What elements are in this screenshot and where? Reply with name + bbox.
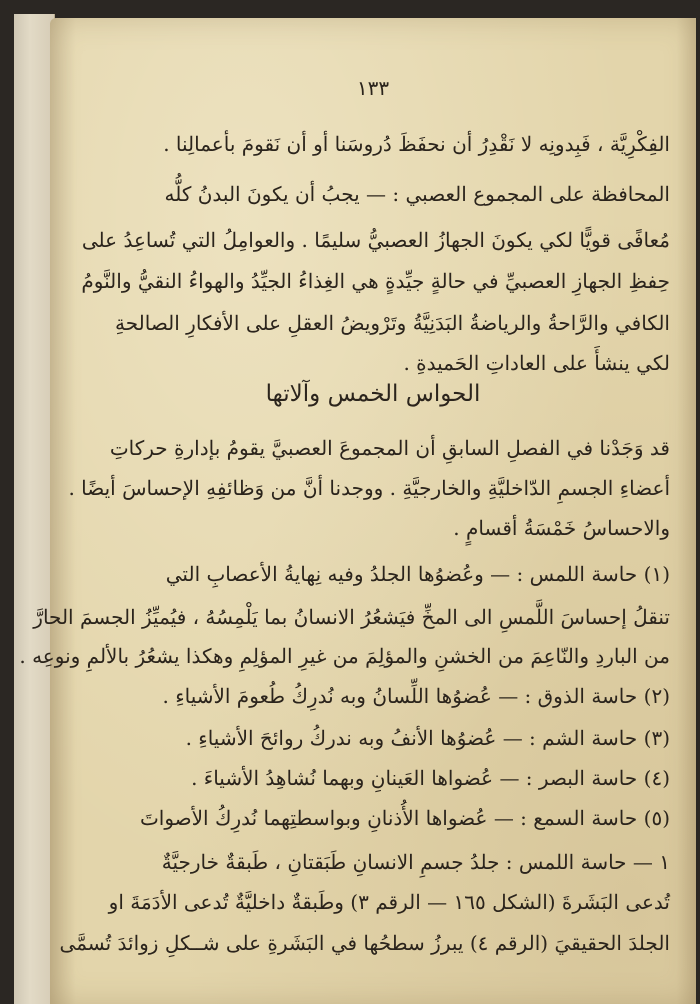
touch-continuation-line-1: تنقلُ إحساسَ اللَّمسِ الى المخِّ فيَشعُرُ الانسانُ بما يَلْمِسُهُ ، فيُميِّزُ الجسمَ الحارَّ <box>33 605 670 629</box>
sense-name: حاسة السمع : — <box>493 806 638 830</box>
sense-text: عُضواها الأُذنانِ وبواسطتِهما نُدرِكُ الأصواتَ <box>139 806 488 830</box>
paragraph-4-line-1: ١ — حاسة اللمس : جلدُ جسمِ الانسانِ طَبَقتانِ ، طَبقةٌ خارجيَّةٌ <box>161 850 670 874</box>
sense-item <box>96 768 670 788</box>
sense-number: (٣) <box>643 726 670 750</box>
sense-name: حاسة اللمس : — <box>490 562 638 586</box>
paragraph-3-line-1: قد وَجَدْنا في الفصلِ السابقِ أن المجموعَ العصبيَّ يقومُ بإدارةِ حركاتِ <box>109 436 670 460</box>
sense-item <box>96 808 670 828</box>
sense-text: عُضوُها الأنفُ وبه ندركُ روائحَ الأشياءِ . <box>185 726 497 750</box>
sense-item <box>96 686 670 706</box>
sense-text: وعُضوُها الجلدُ وفيه نِهايةُ الأعصابِ التي <box>165 562 484 586</box>
page-number: ١٣٣ <box>356 76 390 100</box>
paragraph-1-line-1: الفِكْرِيَّة ، فَبِدونِه لا نَقْدِرُ أن نحفَظَ دُروسَنا أو أن نَقومَ بأعمالِنا . <box>163 132 670 156</box>
paragraph-2-line-4: الكافي والرَّاحةُ والرياضةُ البَدَنِيَّةُ وتَرْويضُ العقلِ على الأفكارِ الصالحةِ <box>115 311 670 335</box>
paragraph-2-line-1 <box>96 184 670 204</box>
book-page <box>19 18 696 1004</box>
sense-text: عُضواها العَينانِ وبهما نُشاهِدُ الأشياءَ . <box>191 766 494 790</box>
sense-number: (٢) <box>643 684 670 708</box>
sense-number: (١) <box>643 562 670 586</box>
paragraph-4-line-3: الجلدَ الحقيقيَ (الرقم ٤) يبرزُ سطحُها في البَشَرةِ على شــكلِ زوائدَ تُسمَّى <box>59 931 670 955</box>
sense-name: حاسة الشم : — <box>502 726 638 750</box>
maintenance-heading: المحافظة على المجموع العصبي : — <box>366 182 670 206</box>
paragraph-2-line-3: حِفظِ الجهازِ العصبيِّ في حالةٍ جيِّدةٍ هي الغِذاءُ الجيِّدُ والهواءُ النقيُّ والنَّومُ <box>81 269 670 293</box>
sense-text: عُضوُها اللِّسانُ وبه نُدرِكُ طُعومَ الأشياءِ . <box>162 684 492 708</box>
book-spine <box>14 14 55 1004</box>
touch-continuation-line-2: من الباردِ والنّاعِمَ من الخشنِ والمؤلِمَ من غيرِ المؤلِمِ وهكذا يشعُرُ بالألمِ ونوعِه . <box>19 644 670 668</box>
sense-item <box>96 728 670 748</box>
paragraph-3-line-2: أعضاءِ الجسمِ الدّاخليَّةِ والخارجيَّةِ . ووجدنا أنَّ من وَظائفِهِ الإحساسَ أيضًا . <box>68 476 670 500</box>
sense-name: حاسة البصر : — <box>499 766 638 790</box>
sense-item <box>96 564 670 584</box>
sense-number: (٤) <box>643 766 670 790</box>
paragraph-4-line-2: تُدعى البَشَرةَ (الشكل ١٦٥ — الرقم ٣) وطَبقةٌ داخليَّةٌ تُدعى الأدَمَةَ او <box>108 890 670 914</box>
paragraph-2-line-5: لكي ينشأَ على العاداتِ الحَميدةِ . <box>403 351 670 375</box>
sense-number: (٥) <box>643 806 670 830</box>
maintenance-heading-text: يجبُ أن يكونَ البدنُ كلُّه <box>164 182 360 206</box>
paragraph-2-line-2: مُعافًى قويًّا لكي يكونَ الجهازُ العصبيُّ سليمًا . والعوامِلُ التي تُساعِدُ على <box>81 228 670 252</box>
sense-name: حاسة الذوق : — <box>498 684 638 708</box>
section-title: الحواس الخمس وآلاتها <box>265 381 481 407</box>
paragraph-3-line-3: والاحساسُ خَمْسَةُ أقسامٍ . <box>453 516 670 540</box>
